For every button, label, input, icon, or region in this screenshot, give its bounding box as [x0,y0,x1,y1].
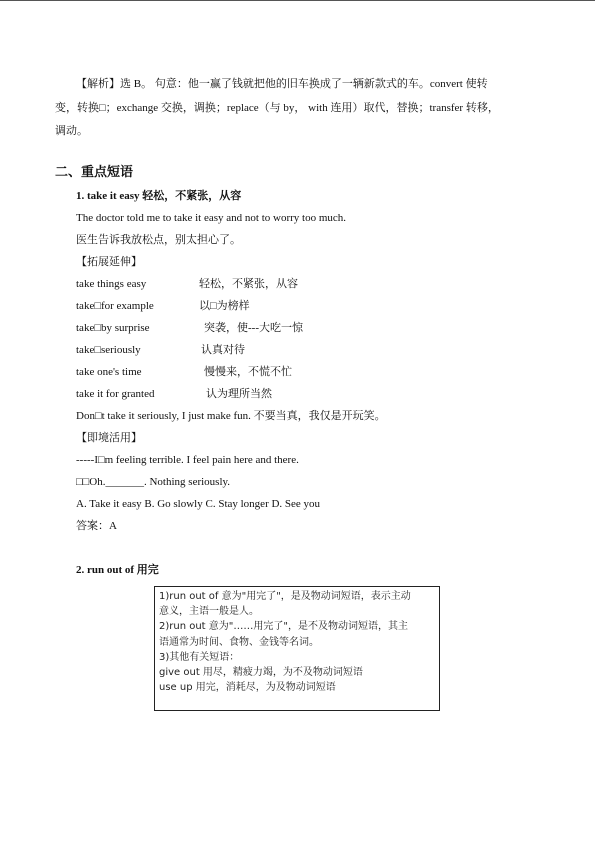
notes-box [154,586,440,711]
section-title: 二、重点短语 [55,165,134,180]
extension-cn: 突袭，使---大吃一惊 [204,322,303,334]
practice-options: A. Take it easy B. Go slowly C. Stay longer D. See you [76,498,321,510]
phrase1-example-en: The doctor told me to take it easy and not to worry too much. [76,212,347,224]
phrase1-title: 1. take it easy 轻松，不紧张，从容 [76,190,242,202]
note-line: 1)run out of 意为"用完了"，是及物动词短语，表示主动 [159,591,411,602]
practice-question-1: -----I□m feeling terrible. I feel pain here and there. [76,454,299,466]
analysis-line-2: 变，转换□；exchange 交换，调换；replace（与 by， with 连用）取代，替换；transfer 转移， [55,102,499,114]
note-line: 意义，主语一般是人。 [159,606,259,618]
practice-question-2: □□Oh._______. Nothing seriously. [76,476,231,488]
practice-answer: 答案：A [76,520,117,532]
extension-cn: 以□为榜样 [199,300,250,312]
extension-en: take□for example [76,300,154,312]
extension-cn: 慢慢来，不慌不忙 [204,366,292,378]
analysis-line-1: 【解析】选 B。 句意：他一赢了钱就把他的旧车换成了一辆新款式的车。convert 使转 [76,78,488,90]
note-line: 2)run out 意为"……用完了"，是不及物动词短语，其主 [159,621,408,633]
extension-cn: 轻松，不紧张，从容 [199,278,298,290]
extension-label: 【拓展延伸】 [76,256,142,268]
phrase1-example-cn: 医生告诉我放松点，别太担心了。 [76,234,241,246]
note-line: 3)其他有关短语： [159,651,240,663]
extension-en: take□seriously [76,344,141,356]
phrase2-title: 2. run out of 用完 [76,564,159,576]
dont-take-line: Don□t take it seriously, I just make fun. 不要当真，我仅是开玩笑。 [76,410,386,422]
note-line: give out 用尽，精疲力竭，为不及物动词短语 [159,667,363,679]
analysis-line-3: 调动。 [55,125,88,137]
extension-en: take□by surprise [76,322,150,334]
extension-en: take things easy [76,278,147,290]
top-rule [0,0,595,1]
extension-cn: 认真对待 [201,344,245,356]
note-line: use up 用完，消耗尽，为及物动词短语 [159,682,336,694]
extension-en: take one's time [76,366,142,378]
practice-label: 【即境活用】 [76,432,142,444]
note-line: 语通常为时间、食物、金钱等名词。 [159,636,319,648]
extension-en: take it for granted [76,388,155,400]
extension-cn: 认为理所当然 [206,388,272,400]
